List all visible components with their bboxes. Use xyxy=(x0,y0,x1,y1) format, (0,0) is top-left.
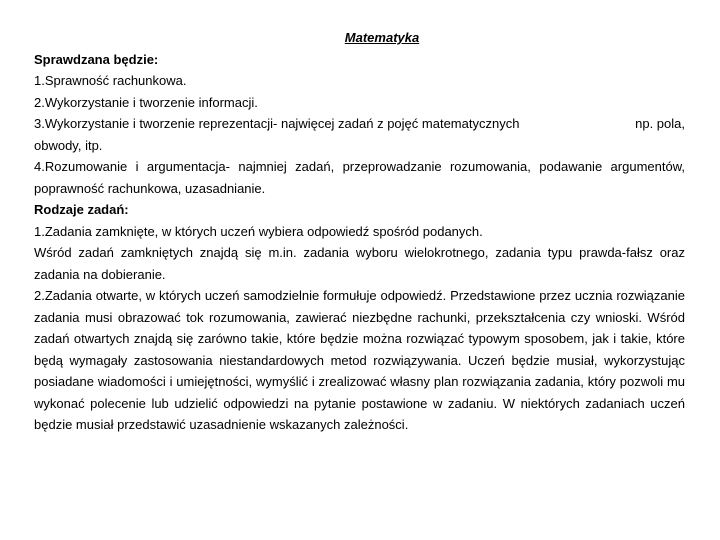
list-item-3-continuation: obwody, itp. xyxy=(34,137,103,153)
task-type-open: 2.Zadania otwarte, w których uczeń samodzielnie formułuje odpowiedź. Przedstawione przez ucznia rozwiązanie zadania musi obrazować tok rozumowania, zawierać niezbędne rachunki, przekształcenia czy wnioski. Wśród zadań otwartych znajdą się zarówno takie, które będzie można rozwiązać typowym sposobem, jak i takie, które będą wymagały zastosowania niestandardowych metod rozwiązywania. Uczeń będzie musiał, wykorzystując posiadane wiadomości i umiejętności, wymyślić i zrealizować własny plan rozwiązania zadania, który pozwoli mu wykonać polecenie lub udzielić odpowiedzi na pytanie postawione w zadaniu. W niektórych zadaniach uczeń będzie musiał przedstawić uzasadnienie wskazanych zależności. xyxy=(34,288,685,432)
list-item-3 xyxy=(34,113,685,135)
task-type-closed-details: Wśród zadań zamkniętych znajdą się m.in. zadania wyboru wielokrotnego, zadania typu prawda-fałsz oraz zadania na dobieranie. xyxy=(34,245,685,282)
list-item-3-text: 3.Wykorzystanie i tworzenie reprezentacji- najwięcej zadań z pojęć matematycznych xyxy=(34,116,520,131)
list-item-2: 2.Wykorzystanie i tworzenie informacji. xyxy=(34,94,258,110)
section-heading-task-types: Rodzaje zadań: xyxy=(34,202,129,217)
section-heading-checked: Sprawdzana będzie: xyxy=(34,51,159,67)
document-title: Matematyka xyxy=(344,30,420,45)
list-item-3-tail: np. pola, xyxy=(635,116,685,131)
list-item-1: 1.Sprawność rachunkowa. xyxy=(34,73,187,88)
list-item-4: 4.Rozumowanie i argumentacja- najmniej zadań, przeprowadzanie rozumowania, podawanie argumentów, poprawność rachunkowa, uzasadnianie. xyxy=(34,159,685,196)
document-page xyxy=(34,27,685,436)
task-type-closed: 1.Zadania zamknięte, w których uczeń wybiera odpowiedź spośród podanych. xyxy=(34,223,483,239)
